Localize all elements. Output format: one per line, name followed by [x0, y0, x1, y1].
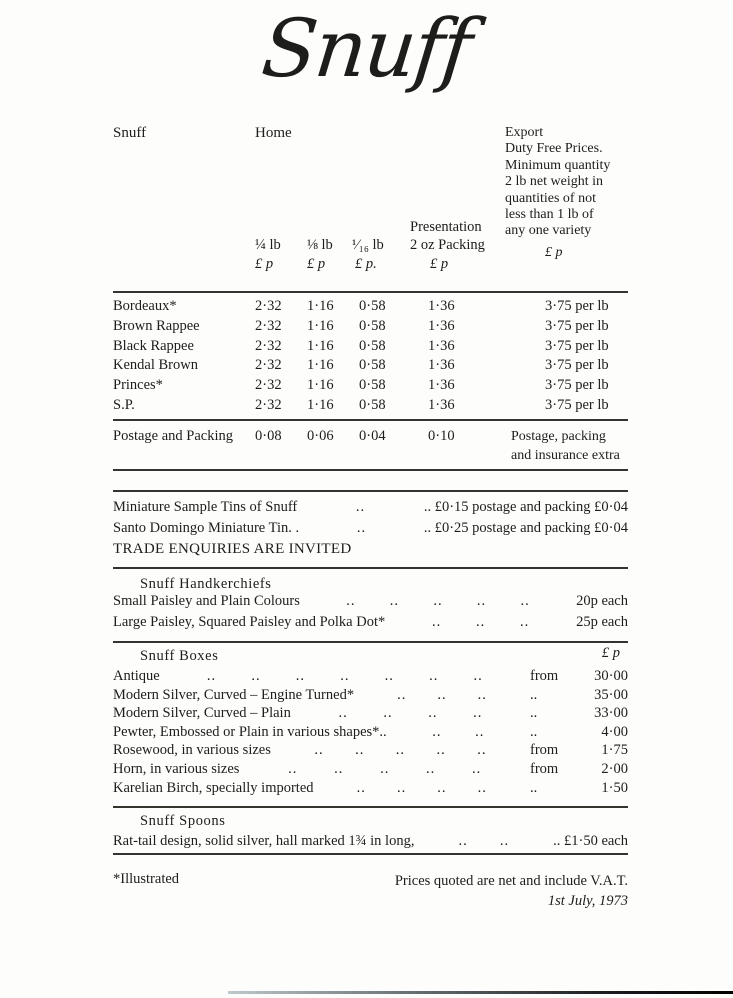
- postage-eighth: 0·06: [307, 428, 334, 444]
- postage-export-note: [511, 427, 628, 465]
- trade-enquiries-note: TRADE ENQUIRIES ARE INVITED: [113, 541, 352, 557]
- miniature-price: .. £0·15 postage and packing £0·04: [423, 499, 628, 515]
- box-price: 1·75: [601, 742, 628, 759]
- dot-leader: .. .. .. .. ..: [346, 593, 530, 609]
- date-line: 1st July, 1973: [547, 893, 628, 909]
- price-quarter: 2·32: [255, 396, 282, 413]
- price-sixteenth: 0·58: [359, 396, 386, 413]
- product-name: Brown Rappee: [113, 317, 200, 334]
- miniature-label: Miniature Sample Tins of Snuff: [113, 499, 298, 515]
- unit-header-presentation: £ p: [430, 256, 449, 272]
- price-sixteenth: 0·58: [359, 298, 386, 314]
- box-price: 33·00: [594, 705, 628, 722]
- price-quarter: 2·32: [255, 377, 282, 394]
- weight-header-quarter: ¼ lb: [255, 237, 281, 253]
- box-row: [113, 761, 628, 780]
- box-row: [113, 668, 628, 687]
- box-row: [113, 780, 628, 799]
- box-from: from: [530, 668, 559, 684]
- export-header-line: quantities of not: [505, 190, 596, 206]
- product-name: S.P.: [113, 396, 135, 413]
- divider-rule: [113, 419, 628, 421]
- export-header-line: any one variety: [505, 223, 592, 239]
- price-eighth: 1·16: [307, 317, 334, 334]
- boxes-unit-header: £ p: [601, 645, 620, 661]
- box-from: from: [530, 742, 559, 759]
- miniature-price: .. £0·25 postage and packing £0·04: [423, 519, 628, 536]
- vat-note: Prices quoted are net and include V.A.T.: [394, 873, 628, 889]
- unit-header-eighth: £ p: [307, 256, 326, 272]
- column-header-home: Home: [255, 125, 292, 141]
- box-row: [113, 705, 628, 724]
- box-price: 1·50: [601, 779, 628, 796]
- handkerchief-price: 25p each: [576, 613, 628, 630]
- box-label: Horn, in various sizes: [113, 760, 240, 777]
- miniature-row: [113, 520, 628, 541]
- export-unit-header: £ p: [545, 244, 563, 260]
- export-header-line: Minimum quantity: [505, 157, 611, 173]
- handkerchief-row: [113, 614, 628, 635]
- box-from: ..: [530, 705, 538, 722]
- divider-rule: [113, 641, 628, 643]
- price-presentation: 1·36: [428, 377, 455, 394]
- miniature-tins-section: [113, 499, 628, 558]
- page-title: Snuff: [257, 2, 475, 95]
- price-presentation: 1·36: [428, 298, 455, 314]
- column-header-snuff: Snuff: [113, 125, 147, 141]
- price-eighth: 1·16: [307, 337, 334, 354]
- dot-leader: .. .. .. .. ..: [288, 760, 482, 777]
- spoons-heading: Snuff Spoons: [140, 813, 226, 829]
- postage-quarter: 0·08: [255, 428, 282, 444]
- product-name: Bordeaux*: [113, 298, 177, 314]
- box-from: from: [530, 760, 559, 777]
- unit-header-quarter: £ p: [255, 256, 274, 272]
- price-quarter: 2·32: [255, 357, 282, 374]
- dot-leader: .. .. .. ..: [338, 705, 483, 722]
- footer-right-block: [395, 871, 628, 911]
- dot-leader: ..: [356, 519, 367, 536]
- unit-header-sixteenth: £ p.: [355, 256, 377, 272]
- illustrated-note: *Illustrated: [113, 871, 180, 887]
- price-export: 3·75 per lb: [545, 337, 609, 354]
- spoon-label: Rat-tail design, solid silver, hall marked 1¾ in long,: [113, 833, 415, 849]
- divider-rule: [113, 567, 628, 569]
- divider-rule: [113, 806, 628, 808]
- price-quarter: 2·32: [255, 317, 282, 334]
- dot-leader: .. .. .. ..: [356, 779, 487, 796]
- export-header-line: 2 lb net weight in: [505, 174, 603, 190]
- price-quarter: 2·32: [255, 337, 282, 354]
- boxes-section: [113, 645, 628, 798]
- handkerchief-label: Large Paisley, Squared Paisley and Polka Dot*: [113, 613, 386, 630]
- box-from: ..: [530, 723, 538, 740]
- dot-leader: .. .. ..: [397, 686, 487, 703]
- dot-leader: .. ..: [432, 723, 485, 740]
- price-presentation: 1·36: [428, 357, 455, 374]
- price-sixteenth: 0·58: [359, 357, 386, 374]
- box-from: ..: [530, 779, 538, 796]
- page-edge-artifact: [228, 991, 733, 994]
- dot-leader: .. .. .. .. ..: [314, 742, 487, 759]
- export-header-line: Duty Free Prices.: [505, 141, 603, 157]
- box-price: 4·00: [601, 723, 628, 740]
- export-header-line: Export: [505, 125, 544, 140]
- box-price: 2·00: [601, 760, 628, 777]
- export-header-block: [505, 125, 635, 261]
- price-export: 3·75 per lb: [545, 317, 609, 334]
- dot-leader: .. .. .. .. .. .. ..: [206, 668, 483, 684]
- product-name: Kendal Brown: [113, 357, 198, 374]
- postage-row: [113, 427, 628, 465]
- postage-label: Postage and Packing: [113, 428, 234, 444]
- presentation-header-line2: 2 oz Packing: [410, 237, 485, 253]
- snuff-price-table: [113, 297, 628, 416]
- handkerchief-price: 20p each: [576, 593, 628, 609]
- handkerchief-label: Small Paisley and Plain Colours: [113, 593, 300, 609]
- postage-export-note-line: and insurance extra: [511, 448, 620, 463]
- weight-header-sixteenth: ¹⁄₁₆ lb: [352, 237, 384, 253]
- export-header-line: less than 1 lb of: [505, 207, 594, 223]
- spoon-price: .. £1·50 each: [553, 833, 628, 849]
- dot-leader: ..: [355, 499, 366, 515]
- box-price: 35·00: [594, 686, 628, 703]
- divider-rule: [113, 853, 628, 855]
- postage-export-note-line: Postage, packing: [511, 429, 606, 444]
- box-label: Karelian Birch, specially imported: [113, 779, 314, 796]
- boxes-heading: Snuff Boxes: [140, 648, 219, 664]
- price-export: 3·75 per lb: [545, 396, 609, 413]
- box-label: Modern Silver, Curved – Engine Turned*: [113, 686, 355, 703]
- price-presentation: 1·36: [428, 317, 455, 334]
- box-from: ..: [530, 686, 538, 703]
- price-export: 3·75 per lb: [545, 357, 609, 374]
- divider-rule: [113, 291, 628, 293]
- price-presentation: 1·36: [428, 396, 455, 413]
- box-label: Pewter, Embossed or Plain in various shapes*..: [113, 723, 387, 740]
- box-price: 30·00: [594, 668, 628, 684]
- price-export: 3·75 per lb: [545, 298, 609, 314]
- price-sixteenth: 0·58: [359, 377, 386, 394]
- spoon-row: [113, 833, 628, 853]
- product-name: Black Rappee: [113, 337, 194, 354]
- price-presentation: 1·36: [428, 337, 455, 354]
- boxes-heading-row: [113, 645, 628, 668]
- handkerchiefs-section: [113, 576, 628, 634]
- box-row: [113, 724, 628, 743]
- dot-leader: .. .. ..: [432, 613, 530, 630]
- price-eighth: 1·16: [307, 377, 334, 394]
- price-quarter: 2·32: [255, 298, 282, 314]
- dot-leader: .. ..: [458, 833, 510, 849]
- price-export: 3·75 per lb: [545, 377, 609, 394]
- handkerchief-row: [113, 593, 628, 614]
- price-eighth: 1·16: [307, 396, 334, 413]
- price-sixteenth: 0·58: [359, 337, 386, 354]
- handkerchiefs-heading: Snuff Handkerchiefs: [140, 576, 272, 592]
- box-label: Rosewood, in various sizes: [113, 742, 271, 759]
- divider-rule: [113, 469, 628, 471]
- divider-rule: [113, 490, 628, 492]
- box-label: Modern Silver, Curved – Plain: [113, 705, 291, 722]
- miniature-label: Santo Domingo Miniature Tin. .: [113, 519, 300, 536]
- postage-sixteenth: 0·04: [359, 428, 386, 444]
- product-name: Princes*: [113, 377, 163, 394]
- box-label: Antique: [113, 668, 160, 684]
- price-eighth: 1·16: [307, 357, 334, 374]
- price-sixteenth: 0·58: [359, 317, 386, 334]
- spoons-section: [113, 813, 628, 853]
- box-row: [113, 742, 628, 761]
- box-row: [113, 687, 628, 706]
- price-eighth: 1·16: [307, 298, 334, 314]
- page-footer: [113, 871, 628, 911]
- weight-header-eighth: ⅛ lb: [307, 237, 333, 253]
- miniature-row: [113, 499, 628, 520]
- presentation-header-line1: Presentation: [410, 219, 482, 235]
- page-content: [113, 0, 628, 998]
- postage-presentation: 0·10: [428, 428, 455, 444]
